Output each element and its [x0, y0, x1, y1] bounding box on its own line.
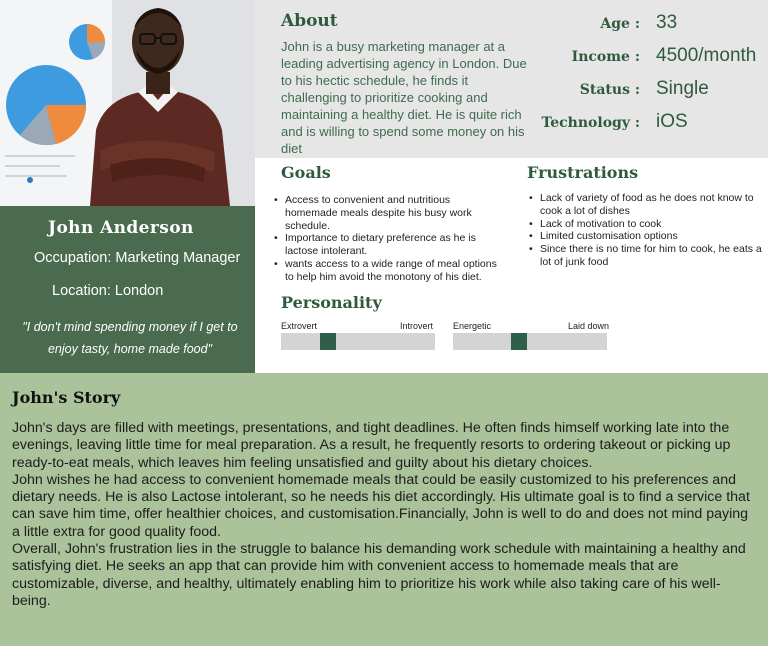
story-paragraph: John wishes he had access to convenient homemade meals that could be easily customized to his preferences and dietary needs. He is also Lactose intolerant, so he needs his diet accordingly. His ultimate goal is to find a service that can save him time, offer healthier choices, and customisation.Financially, John is well to do and does not mind paying a little extra for good quality food.	[12, 471, 750, 540]
list-item: • Lack of variety of food as he does not know to cook a lot of dishes	[528, 192, 763, 218]
slider-left-label: Energetic	[453, 321, 492, 331]
list-item: • Lack of motivation to cook	[528, 218, 763, 231]
frustrations-list	[528, 192, 763, 269]
status-label: Status :	[579, 82, 640, 98]
story-section	[0, 373, 768, 646]
persona-name: John Anderson	[48, 218, 194, 238]
slider-right-label: Laid down	[568, 321, 610, 331]
list-item: • Limited customisation options	[528, 230, 763, 243]
goals-heading: Goals	[281, 163, 331, 182]
age-value: 33	[656, 12, 678, 33]
extrovert-introvert-slider	[281, 333, 435, 350]
income-label: Income :	[571, 49, 640, 65]
income-value: 4500/month	[656, 45, 757, 66]
list-item: • Since there is no time for him to cook, he eats a lot of junk food	[528, 243, 763, 269]
list-item: • Access to convenient and nutritious homemade meals despite his busy work schedule.	[273, 194, 505, 232]
frustrations-heading: Frustrations	[527, 163, 639, 182]
slider-right-label: Introvert	[400, 321, 434, 331]
slider-thumb	[511, 333, 527, 350]
list-item: • Importance to dietary preference as he is lactose intolerant.	[273, 232, 505, 258]
age-label: Age :	[600, 16, 640, 32]
energetic-laiddown-slider	[453, 333, 607, 350]
technology-value: iOS	[656, 111, 688, 132]
story-heading: John's Story	[12, 388, 121, 407]
slider-left-label: Extrovert	[281, 321, 318, 331]
technology-label: Technology :	[541, 115, 640, 131]
about-section	[255, 0, 768, 158]
story-paragraph: John's days are filled with meetings, presentations, and tight deadlines. He often finds himself working late into the evenings, leaving little time for meal preparation. As a result, he frequently resorts to ordering takeout or picking up ready-to-eat meals, which leaves him feeling unsatisfied and guilty about his dietary choices.	[12, 420, 731, 471]
occupation-text: Occupation: Marketing Manager	[34, 250, 241, 266]
photo-illustration	[0, 0, 255, 206]
goals-list	[273, 194, 505, 284]
persona-quote: "I don't mind spending money if I get to enjoy tasty, home made food"	[22, 320, 238, 356]
profile-panel	[0, 206, 255, 373]
about-heading: About	[281, 11, 338, 31]
personality-heading: Personality	[281, 293, 382, 312]
about-text: John is a busy marketing manager at a leading advertising agency in London. Due to his hectic schedule, he finds it challenging to prioritize cooking and maintaining a healthy diet. He is quite rich and is willing to spend some money on his diet	[281, 39, 527, 156]
status-value: Single	[656, 78, 709, 99]
story-text	[12, 420, 757, 610]
profile-photo	[0, 0, 255, 206]
location-text: Location: London	[52, 283, 164, 299]
story-paragraph: Overall, John's frustration lies in the struggle to balance his demanding work schedule with maintaining a healthy and satisfying diet. He seeks an app that can provide him with convenient access to homemade meals that are customizable, diverse, and healthy, ultimately enabling him to prioritize his work while also taking care of his well-being.	[12, 541, 746, 609]
slider-thumb	[320, 333, 336, 350]
list-item: • wants access to a wide range of meal options to help him avoid the monotony of his diet.	[273, 258, 505, 284]
